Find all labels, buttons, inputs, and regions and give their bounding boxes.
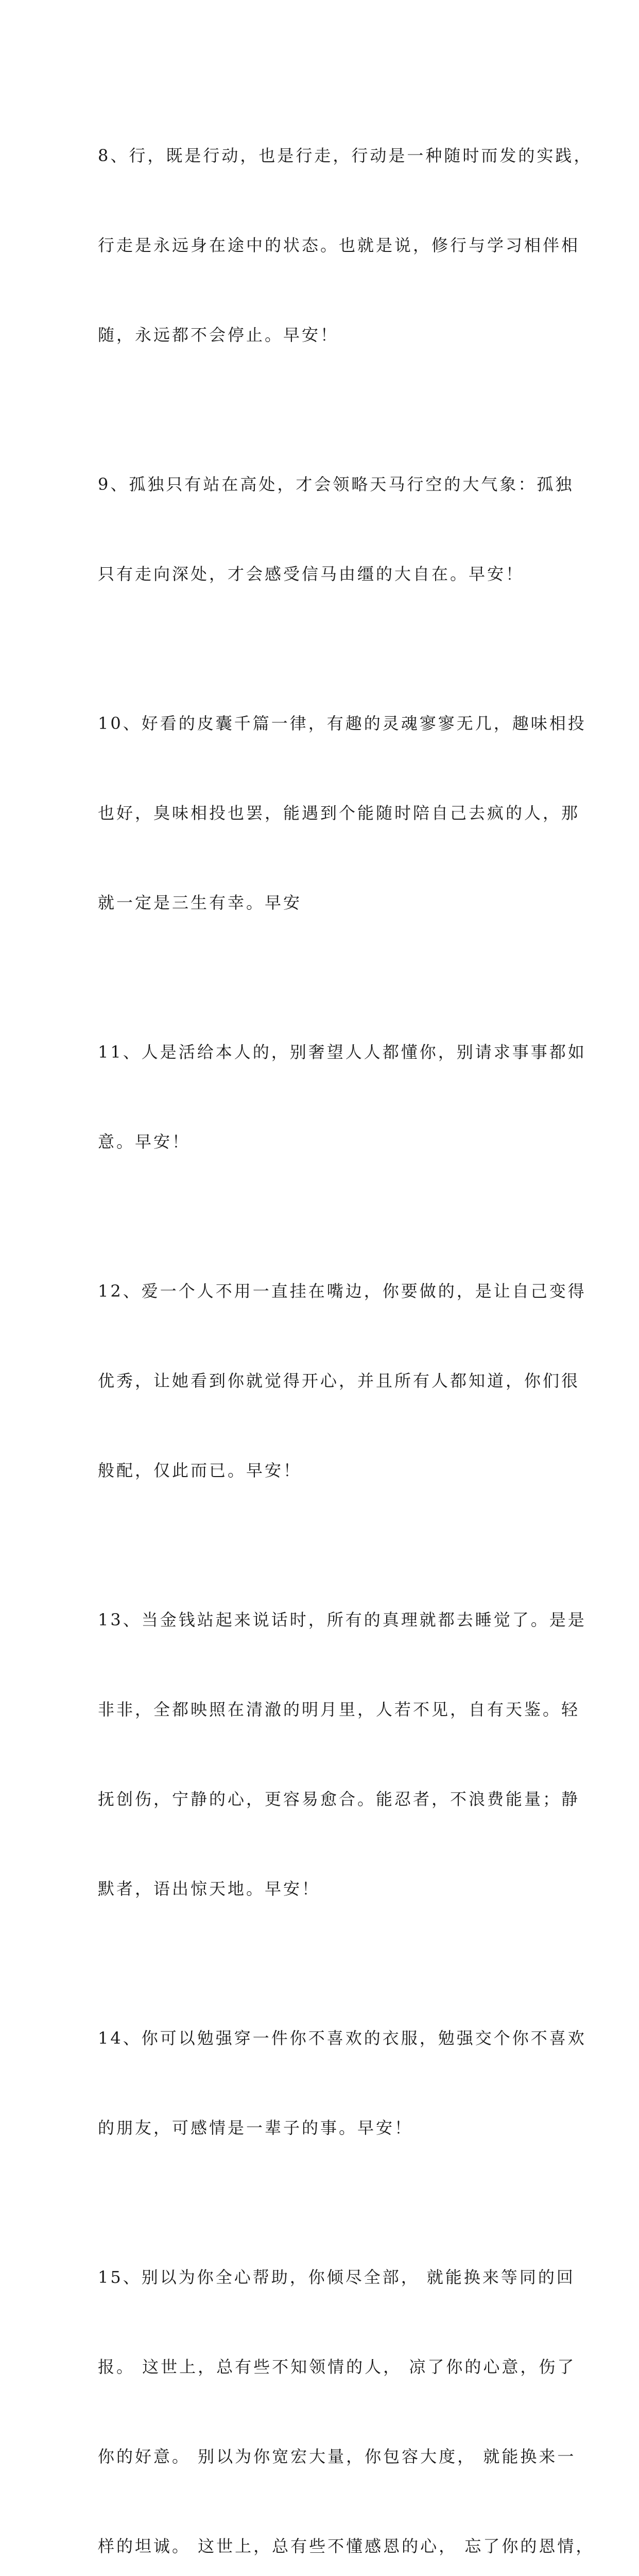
text-line: 的朋友，可感情是一辈子的事。早安！ — [98, 2118, 413, 2138]
text-line: 也好，臭味相投也罢，能遇到个能随时陪自己去疯的人，那 — [98, 803, 580, 823]
text-line: 11、人是活给本人的，别奢望人人都懂你，别请求事事都如 — [98, 1042, 586, 1062]
paragraph-9 — [98, 410, 574, 649]
paragraph-11 — [98, 977, 586, 1216]
paragraph-8 — [98, 81, 593, 410]
text-line: 随，永远都不会停止。早安！ — [98, 325, 339, 345]
text-line: 抚创伤，宁静的心，更容易愈合。能忍者，不浪费能量；静 — [98, 1789, 580, 1809]
text-line: 意。早安！ — [98, 1132, 191, 1151]
text-line: 行走是永远身在途中的状态。也就是说，修行与学习相伴相 — [98, 235, 580, 255]
text-line: 报。 这世上，总有些不知领情的人， 凉了你的心意，伤了 — [98, 2357, 576, 2377]
text-line: 9、孤独只有站在高处，才会领略天马行空的大气象：孤独 — [98, 474, 574, 494]
paragraph-12 — [98, 1216, 586, 1545]
paragraph-14 — [98, 1963, 586, 2202]
paragraph-10 — [98, 649, 586, 977]
text-line: 般配，仅此而已。早安！ — [98, 1461, 302, 1480]
paragraph-15 — [98, 2202, 595, 2576]
text-line: 你的好意。 别以为你宽宏大量，你包容大度， 就能换来一 — [98, 2447, 576, 2466]
text-line: 10、好看的皮囊千篇一律，有趣的灵魂寥寥无几，趣味相投 — [98, 714, 586, 733]
text-line: 非非，全都映照在清澈的明月里，人若不见，自有天鉴。轻 — [98, 1700, 580, 1719]
paragraph-13 — [98, 1545, 586, 1963]
text-line: 就一定是三生有幸。早安 — [98, 893, 302, 912]
text-line: 只有走向深处，才会感受信马由缰的大自在。早安！ — [98, 564, 525, 584]
text-line: 13、当金钱站起来说话时，所有的真理就都去睡觉了。是是 — [98, 1610, 586, 1630]
text-line: 样的坦诚。 这世上，总有些不懂感恩的心， 忘了你的恩情， — [98, 2536, 595, 2556]
text-line: 默者，语出惊天地。早安！ — [98, 1879, 321, 1899]
text-line: 14、你可以勉强穿一件你不喜欢的衣服，勉强交个你不喜欢 — [98, 2028, 586, 2048]
text-line: 优秀，让她看到你就觉得开心，并且所有人都知道，你们很 — [98, 1371, 580, 1391]
text-line: 8、行，既是行动，也是行走，行动是一种随时而发的实践， — [98, 146, 593, 165]
document-body — [98, 81, 595, 2576]
text-line: 15、别以为你全心帮助，你倾尽全部， 就能换来等同的回 — [98, 2267, 575, 2287]
text-line: 12、爱一个人不用一直挂在嘴边，你要做的，是让自己变得 — [98, 1281, 586, 1301]
